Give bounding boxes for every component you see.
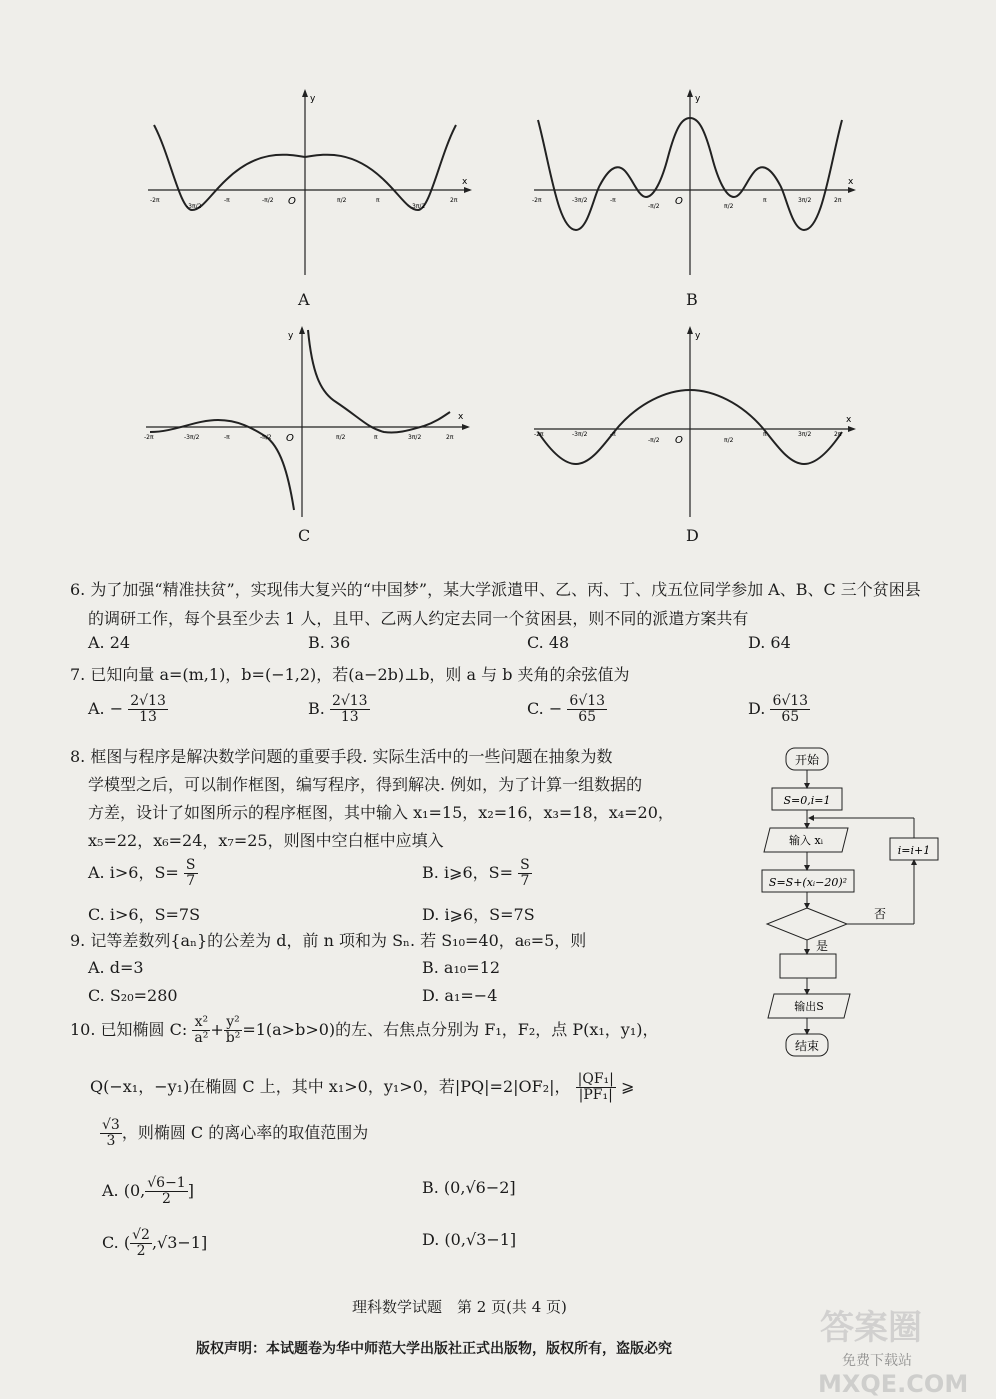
flow-end-text: 结束 [794,1039,820,1053]
q10-option-c-pre: ( [123,1233,131,1252]
graph-a [140,85,480,310]
q10-prefix: 10. 已知椭圆 C: [70,1020,188,1039]
graph-d-tick: 2π [834,431,842,438]
graph-b-y-label: y [695,94,701,104]
graph-c-y-label: y [288,331,294,341]
graph-a-tick: 2π [450,197,458,204]
graph-a-label: A [298,290,310,309]
q10-ratio [576,1072,616,1103]
flow-start-text: 开始 [794,753,820,767]
q8-option-b-label: B. [422,863,439,882]
flow-blank-box [780,954,836,978]
graph-a-x-label: x [462,177,468,187]
q10-option-a [102,1176,194,1207]
q8-option-b-num: S [520,857,530,873]
q10-line2-text: Q(−x₁，−y₁)在椭圆 C 上，其中 x₁>0，y₁>0，若|PQ|=2|OF₂|， [90,1077,571,1096]
q7-option-b-num: 2√13 [331,693,368,709]
q7-option-d-fraction [770,694,810,725]
q8-option-b [422,858,532,889]
graph-b-svg [528,85,868,310]
q8-option-c-text: i>6，S=7S [109,905,201,924]
graph-c-tick: -π [224,434,230,441]
q7-option-d-den: 65 [781,709,800,725]
graph-d-tick: π [763,431,767,438]
graph-d-tick: -π/2 [648,437,660,444]
copyright-notice: 版权声明：本试题卷为华中师范大学出版社正式出版物，版权所有，盗版必究 [196,1341,672,1357]
q8-option-b-cond: i⩾6，S= [443,863,514,882]
graph-b-tick: 3π/2 [798,197,812,204]
q8-option-b-fraction [518,858,532,889]
graph-d-tick: -2π [534,431,544,438]
graph-d-label: D [686,526,699,545]
q8-option-a-num: S [185,857,196,873]
graph-c-tick: π [374,434,378,441]
q10-x-num: x² [192,1015,210,1031]
graph-a-tick: 3π/2 [412,203,426,210]
q8-option-d [422,902,535,925]
q10-y-den: b² [225,1030,241,1046]
q8-option-a-fraction [184,858,198,889]
flow-update-text: S=S+(xᵢ−20)² [768,876,848,889]
graph-b-tick: -3π/2 [572,197,588,204]
q10-option-c-num: √2 [132,1227,150,1243]
q7-option-c-fraction [567,694,607,725]
graph-d-x-label: x [846,415,852,425]
q7-option-d [748,694,810,725]
graph-d-origin: O [675,435,683,446]
q8-option-d-text: i⩾6，S=7S [444,905,535,924]
watermark-logo: 答案圈 [820,1308,922,1348]
graph-b [528,85,868,310]
flow-output-text: 输出S [794,1000,824,1013]
flow-init-text: S=0,i=1 [783,794,831,807]
q10-option-c-post: ,√3−1] [151,1233,208,1252]
q8-line3: 方差，设计了如图所示的程序框图，其中输入 x₁=15，x₂=16，x₃=18，x₄=20， [88,803,674,822]
q7-option-a [88,694,168,725]
graph-d-tick: π/2 [724,437,734,444]
q6-option-a: A. 24 [88,633,131,652]
q7-option-b [308,694,370,725]
flow-condition [767,908,847,940]
graph-c-tick: -3π/2 [184,434,200,441]
q8-option-a-den: 7 [186,873,196,889]
q7-option-b-den: 13 [340,709,359,725]
q7-option-a-label: A. [88,699,105,718]
q9-option-b: B. a₁₀=12 [422,958,501,977]
q10-ratio-den: |PF₁| [578,1087,613,1103]
q8-line4: x₅=22，x₆=24，x₇=25，则图中空白框中应填入 [88,831,444,850]
q8-line1: 8. 框图与程序是解决数学问题的重要手段. 实际生活中的一些问题在抽象为数 [70,747,613,766]
q8-option-a [88,858,198,889]
graph-b-x-label: x [848,177,854,187]
q10-option-a-post: ] [187,1181,194,1200]
graph-b-tick: π [763,197,767,204]
graph-a-tick: -2π [150,197,160,204]
flowchart-svg [752,742,962,1062]
q7-option-a-den: 13 [139,709,157,725]
q7-option-a-fraction [128,694,168,725]
graph-a-tick: -π/2 [262,197,274,204]
q6-line2: 的调研工作，每个县至少去 1 人，且甲、乙两人约定去同一个贫困县，则不同的派遣方案共有 [88,609,749,628]
q10-line2 [90,1072,634,1103]
q10-sqrt3-den: 3 [106,1133,116,1149]
graph-c [140,322,480,522]
graph-b-tick: 2π [834,197,842,204]
q9-option-d: D. a₁=−4 [422,986,498,1005]
q8-option-b-den: 7 [520,873,530,889]
graph-a-y-label: y [310,94,316,104]
q10-option-d: D. (0,√3−1] [422,1230,517,1249]
graph-a-tick: π [376,197,380,204]
flow-increment-text: i=i+1 [897,844,931,857]
flow-input-text: 输入 xᵢ [789,834,823,847]
q6-option-b: B. 36 [308,633,351,652]
q10-option-c [102,1228,207,1259]
graph-b-label: B [686,290,698,309]
graph-a-tick: -π [224,197,230,204]
q7-option-c-den: 65 [578,709,597,725]
q10-option-a-den: 2 [162,1191,171,1207]
graph-c-label: C [298,526,311,545]
q9-option-a: A. d=3 [88,958,144,977]
graph-d [528,322,868,522]
q6-option-c: C. 48 [527,633,570,652]
q10-option-c-den: 2 [136,1243,146,1259]
q9-option-c: C. S₂₀=280 [88,986,178,1005]
q6-option-d: D. 64 [748,633,791,652]
graph-c-tick: -π/2 [260,434,272,441]
graph-b-tick: -π [610,197,616,204]
q7-option-d-num: 6√13 [772,693,809,709]
graph-d-svg [528,322,868,522]
graph-c-x-label: x [458,412,464,422]
graph-b-origin: O [675,196,683,207]
q10-x-fraction [192,1015,210,1046]
graph-d-y-label: y [695,331,701,341]
q10-eq-rest: =1(a>b>0)的左、右焦点分别为 F₁，F₂，点 P(x₁，y₁)， [242,1020,659,1039]
graph-a-origin: O [288,196,296,207]
flow-no-label: 否 [874,907,887,921]
graph-d-tick: -π [610,431,616,438]
q10-y-fraction [224,1015,243,1046]
graph-c-curve-right [308,330,450,433]
q7-stem: 7. 已知向量 a=(m,1)，b=(−1,2)，若(a−2b)⊥b，则 a 与 b 夹角的余弦值为 [70,665,630,684]
graph-c-curve-left [150,420,294,510]
graph-d-tick: 3π/2 [798,431,812,438]
graph-c-tick: 2π [446,434,454,441]
q10-option-c-label: C. [102,1233,119,1252]
graph-a-tick: π/2 [337,197,347,204]
flow-yes-label: 是 [816,939,829,953]
graph-b-tick: -2π [532,197,542,204]
q10-line3 [100,1118,368,1149]
q10-option-c-fraction [130,1228,152,1259]
q8-option-c-label: C. [88,905,105,924]
q7-option-c-label: C. [527,699,544,718]
q7-option-b-fraction [330,694,370,725]
q10-sqrt3-fraction [100,1118,122,1149]
q10-geq: ⩾ [620,1077,635,1096]
q10-sqrt3-num: √3 [102,1117,120,1133]
q8-option-a-label: A. [88,863,105,882]
q7-option-b-label: B. [308,699,325,718]
watermark-site-name: 免费下载站 [842,1353,912,1369]
graph-c-tick: 3π/2 [408,434,422,441]
q7-option-d-label: D. [748,699,766,718]
q10-option-a-pre: (0, [123,1181,146,1200]
q8-option-c [88,902,200,925]
q9-stem: 9. 记等差数列{aₙ}的公差为 d，前 n 项和为 Sₙ. 若 S₁₀=40，a₆=5，则 [70,931,587,950]
q6-line1: 6. 为了加强“精准扶贫”，实现伟大复兴的“中国梦”，某大学派遣甲、乙、丙、丁、戊五位同学参加 A、B、C 三个贫困县 [70,580,921,599]
q7-option-a-sign: − [109,699,124,718]
page-footer: 理科数学试题 第 2 页(共 4 页) [352,1298,567,1316]
q8-option-d-label: D. [422,905,440,924]
graph-c-tick: π/2 [336,434,346,441]
q8-line2: 学模型之后，可以制作框图，编写程序，得到解决. 例如，为了计算一组数据的 [88,775,643,794]
q10-y-num: y² [224,1015,243,1031]
q10-x-den: a² [194,1030,209,1046]
q7-option-c-num: 6√13 [569,693,606,709]
graph-a-tick: -3π/2 [186,203,202,210]
q8-option-a-cond: i>6，S= [109,863,179,882]
q7-option-c-sign: − [548,699,563,718]
graph-c-origin: O [286,433,294,444]
q10-ratio-num: |QF₁| [577,1071,614,1087]
graph-b-tick: -π/2 [648,203,660,210]
q10-option-a-num: √6−1 [147,1175,186,1191]
graph-a-svg [140,85,480,310]
graph-c-svg [140,322,480,522]
q10-option-a-label: A. [102,1181,119,1200]
graph-d-tick: -3π/2 [572,431,588,438]
q10-line1: 10. 已知椭圆 C: $\frac{\text{x²}}{\text{a²}}$ + $\frac{\text{y²}}{\text{b²}}$ =1(a>b>0)的左、右焦点分别为 F₁，F₂，点 P(x₁，y₁)， [70,1014,659,1046]
q10-option-b: B. (0,√6−2] [422,1178,516,1197]
graph-c-tick: -2π [144,434,154,441]
flowchart [752,742,962,1062]
watermark-url: MXQE.COM [818,1370,969,1398]
q10-option-a-fraction [145,1176,187,1207]
q7-option-a-num: 2√13 [130,693,166,709]
q7-option-c [527,694,607,725]
graph-b-tick: π/2 [724,203,734,210]
q10-line3-text: ，则椭圆 C 的离心率的取值范围为 [121,1123,369,1142]
